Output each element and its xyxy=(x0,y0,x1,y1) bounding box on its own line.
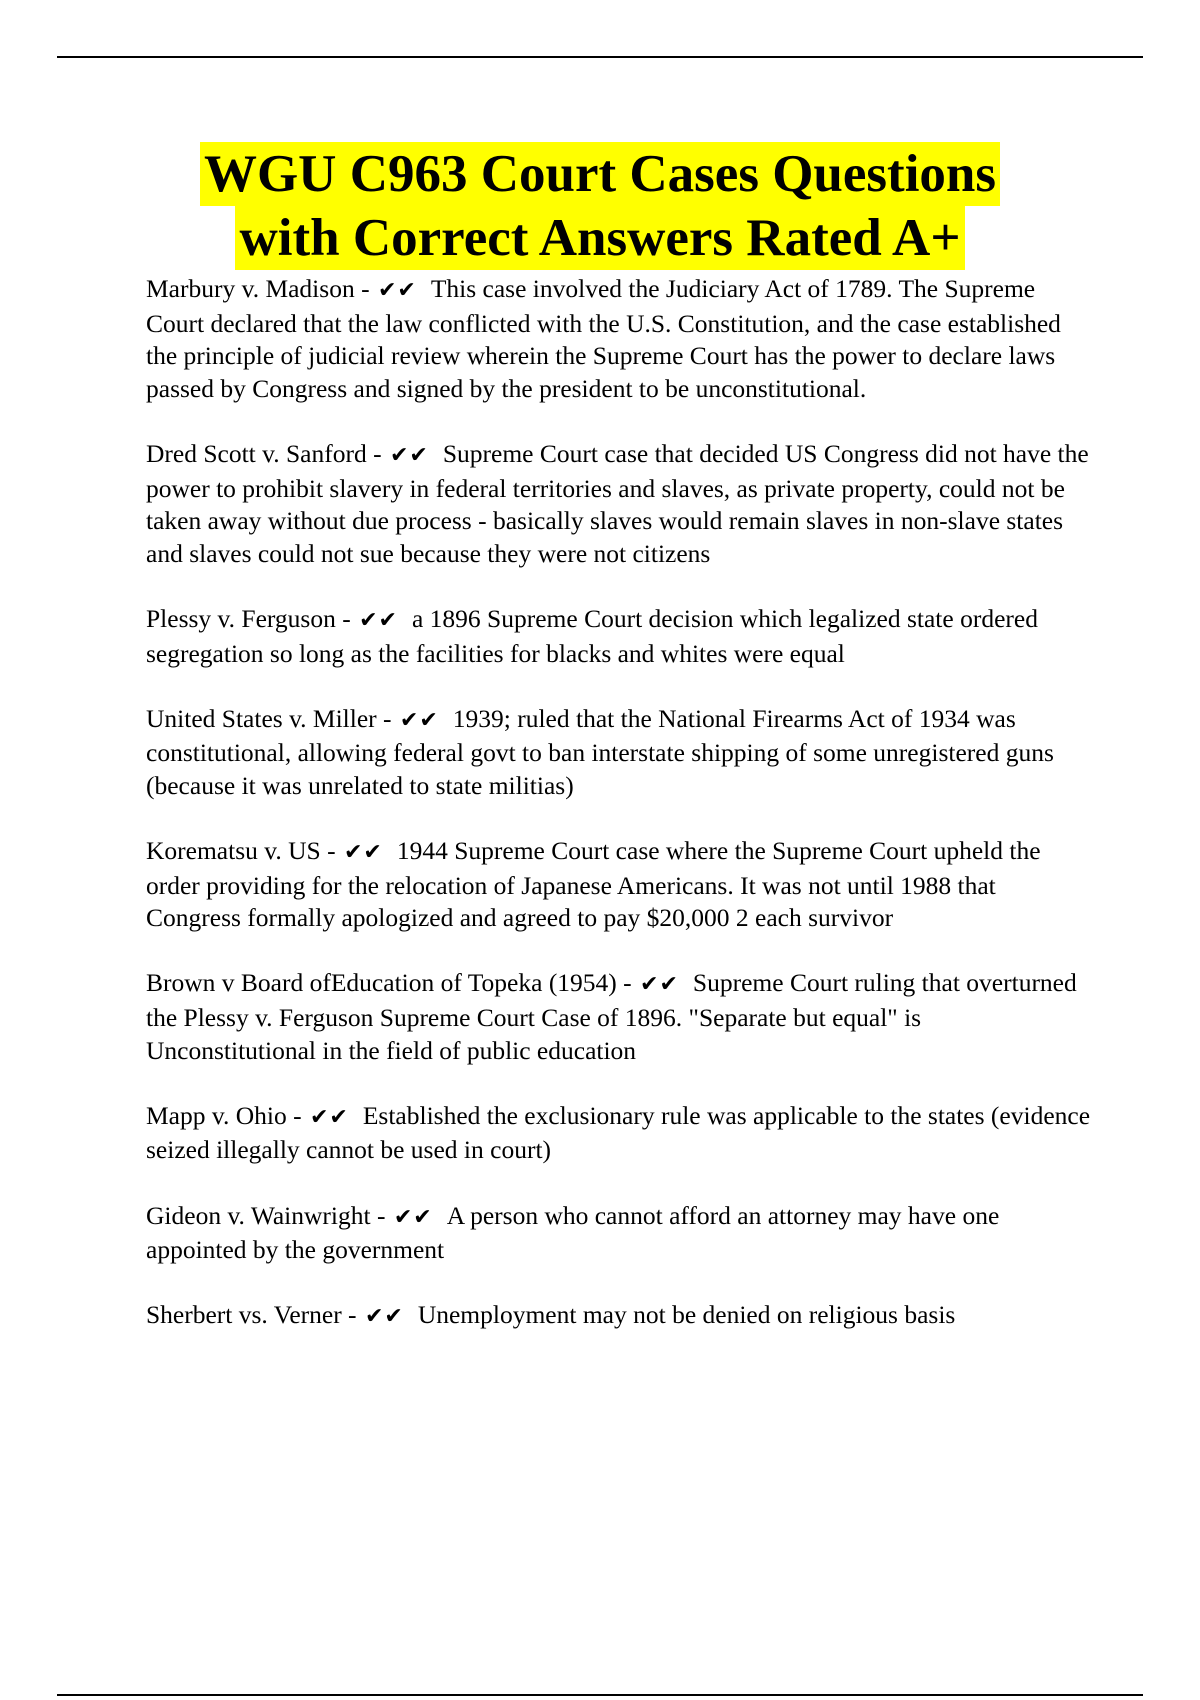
case-answer: 1939; ruled that the National Firearms Act of 1934 was constitutional, allowing federal govt to ban interstate shipping of some unregistered guns (because it was unrelated to state militias) xyxy=(146,703,1054,800)
document-title xyxy=(57,142,1143,270)
qa-entry xyxy=(146,603,1096,670)
case-name: Dred Scott v. Sanford - xyxy=(146,438,388,468)
case-name: Marbury v. Madison - xyxy=(146,274,376,303)
qa-entry xyxy=(146,703,1096,803)
check-mark-icon: ✔✔ xyxy=(399,707,439,733)
qa-entry xyxy=(146,273,1096,405)
check-mark-icon: ✔✔ xyxy=(377,278,417,303)
check-mark-icon: ✔✔ xyxy=(359,607,398,633)
case-answer: a 1896 Supreme Court decision which legalized state ordered segregation so long as the facilities for blacks and whites were equal xyxy=(146,603,1038,668)
case-name: Sherbert vs. Verner - xyxy=(146,1300,363,1330)
check-mark-icon: ✔✔ xyxy=(343,840,383,866)
qa-entry xyxy=(146,967,1096,1067)
check-mark-icon: ✔✔ xyxy=(309,1104,349,1130)
case-answer: Supreme Court ruling that overturned the Plessy v. Ferguson Supreme Court Case of 1896. "Separate but equal" is Unconstitutional in the field of public education xyxy=(146,968,1077,1065)
qa-entry xyxy=(146,835,1096,935)
check-mark-icon: ✔✔ xyxy=(389,442,429,468)
case-answer: Unemployment may not be denied on religious basis xyxy=(417,1300,956,1330)
case-answer: 1944 Supreme Court case where the Supreme Court upheld the order providing for the relocation of Japanese Americans. It was not until 1988 that Congress formally apologized and agreed to pay $20,000 2 each survivor xyxy=(146,836,1041,933)
case-answer: Established the exclusionary rule was applicable to the states (evidence seized illegally cannot be used in court) xyxy=(146,1100,1091,1165)
case-name: Plessy v. Ferguson - xyxy=(146,603,358,633)
title-line-2: with Correct Answers Rated A+ xyxy=(235,206,964,270)
top-rule xyxy=(57,56,1143,58)
case-name: United States v. Miller - xyxy=(146,703,398,733)
case-name: Gideon v. Wainwright - xyxy=(146,1200,392,1230)
bottom-rule xyxy=(57,1694,1143,1696)
check-mark-icon: ✔✔ xyxy=(640,972,679,998)
case-name: Mapp v. Ohio - xyxy=(146,1100,308,1130)
check-mark-icon: ✔✔ xyxy=(364,1304,404,1330)
check-mark-icon: ✔✔ xyxy=(393,1204,433,1230)
qa-list xyxy=(146,273,1096,1367)
qa-entry xyxy=(146,438,1096,570)
qa-entry xyxy=(146,1299,1096,1334)
case-answer: Supreme Court case that decided US Congress did not have the power to prohibit slavery in federal territories and slaves, as private property, could not be taken away without due process - basically slaves would remain slaves in non-slave states and slaves could not sue because they were not citizens xyxy=(146,438,1089,568)
case-name: Brown v Board ofEducation of Topeka (1954) - xyxy=(146,968,639,998)
qa-entry xyxy=(146,1200,1096,1267)
qa-entry xyxy=(146,1100,1096,1167)
case-answer: This case involved the Judiciary Act of 1789. The Supreme Court declared that the law conflicted with the U.S. Constitution, and the case established the principle of judicial review wherein the Supreme Court has the power to declare laws passed by Congress and signed by the president to be unconstitutional. xyxy=(146,274,1061,403)
case-answer: A person who cannot afford an attorney may have one appointed by the government xyxy=(146,1200,1000,1265)
case-name: Korematsu v. US - xyxy=(146,836,342,866)
title-line-1: WGU C963 Court Cases Questions xyxy=(200,142,1000,206)
